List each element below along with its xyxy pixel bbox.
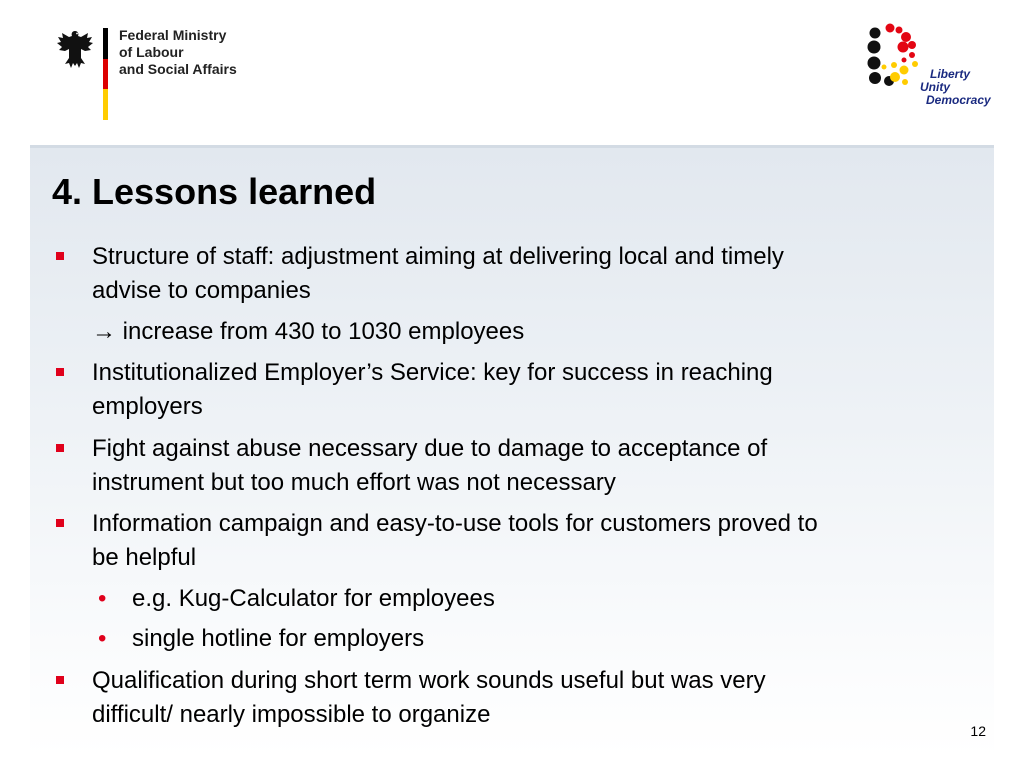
square-bullet-icon [56, 444, 64, 452]
round-bullet-icon: • [98, 625, 107, 652]
list-item-text-line1: Structure of staff: adjustment aiming at delivering local and timely [92, 243, 784, 270]
list-item-text-line2: employers [92, 393, 203, 420]
square-bullet-icon [56, 676, 64, 684]
list-item-text-line2: instrument but too much effort was not necessary [92, 469, 616, 496]
slide-title: 4. Lessons learned [52, 171, 377, 212]
list-item [92, 356, 972, 424]
list-subitem [92, 315, 952, 349]
square-bullet-icon [56, 519, 64, 527]
square-bullet-icon [56, 252, 64, 260]
list-item-text-line2: be helpful [92, 544, 197, 571]
brand-word-liberty: Liberty [930, 67, 971, 81]
list-item-text-line1: Information campaign and easy-to-use tools for customers proved to [92, 510, 818, 537]
list-item-text-line1: Fight against abuse necessary due to damage to acceptance of [92, 435, 768, 462]
ministry-name-line1: Federal Ministry [119, 27, 227, 43]
list-item-text-line2: difficult/ nearly impossible to organize [92, 701, 491, 728]
page-number: 12 [970, 723, 986, 739]
list-item-text-line1: Qualification during short term work sounds useful but was very [92, 667, 766, 694]
list-item [92, 240, 972, 308]
list-subitem-text: e.g. Kug-Calculator for employees [132, 585, 495, 612]
list-subitem [98, 622, 952, 656]
list-item [92, 664, 972, 732]
brand-word-democracy: Democracy [926, 93, 991, 107]
ministry-name-line3: and Social Affairs [119, 61, 237, 77]
list-subitem-text: single hotline for employers [132, 625, 425, 652]
list-item-text-line1: Institutionalized Employer’s Service: key for success in reaching [92, 359, 773, 386]
ministry-name-line2: of Labour [119, 44, 184, 60]
square-bullet-icon [56, 368, 64, 376]
brand-word-unity: Unity [920, 80, 950, 94]
list-subitem [98, 582, 952, 616]
arrow-right-icon: → [92, 318, 116, 345]
list-item-text-line2: advise to companies [92, 277, 311, 304]
list-subitem-text: increase from 430 to 1030 employees [116, 318, 525, 345]
list-item [92, 507, 972, 575]
list-item [92, 432, 972, 500]
round-bullet-icon: • [98, 585, 107, 612]
